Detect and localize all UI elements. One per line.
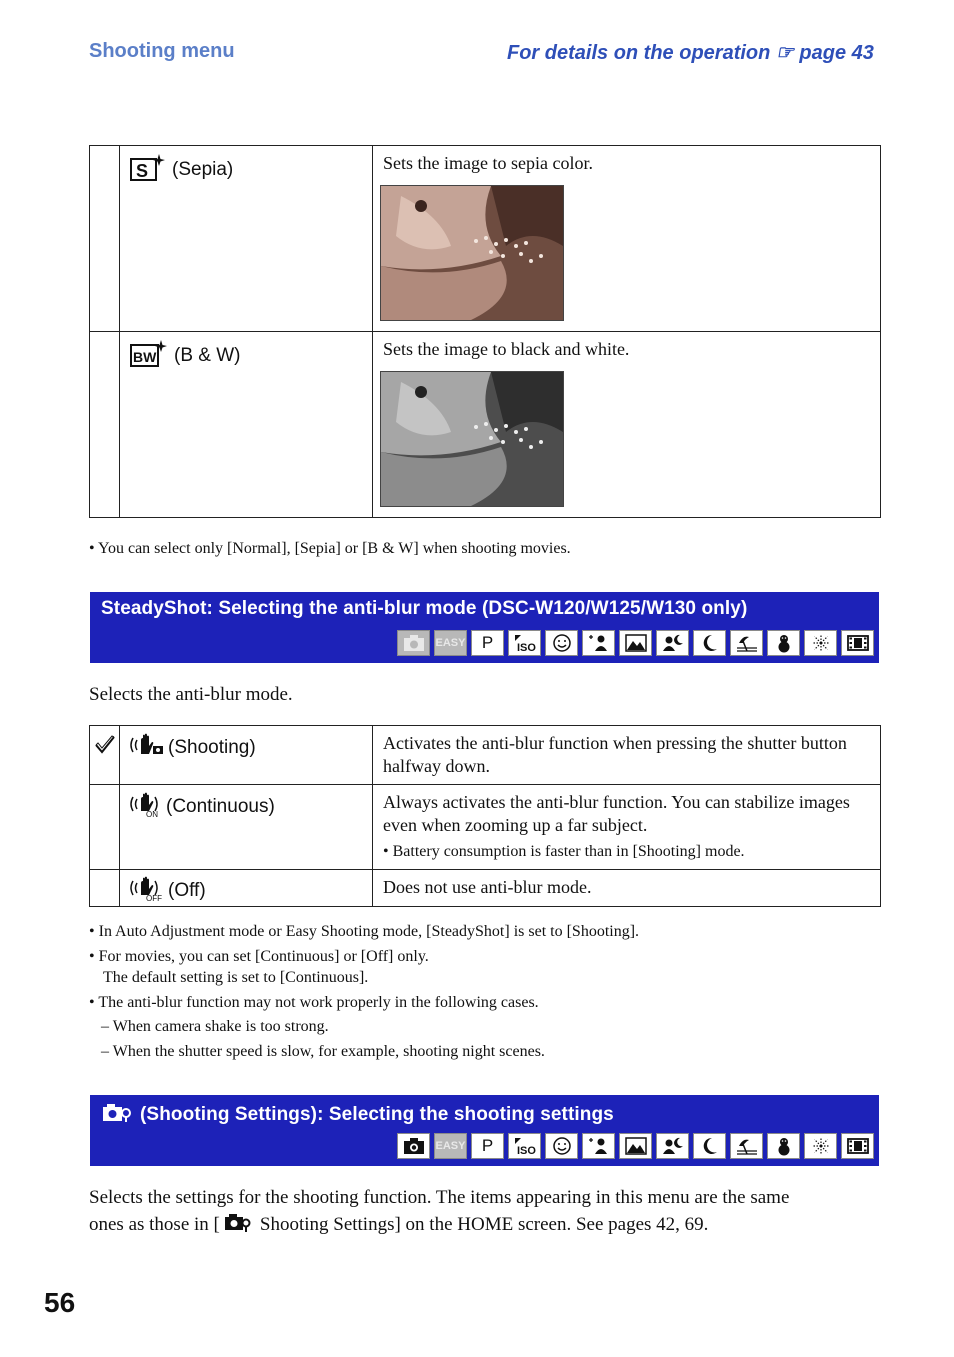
table-row — [90, 726, 881, 785]
option-description: Always activates the anti-blur function. You can stabilize images even when zooming up a far subject. — [383, 792, 850, 835]
steadyshot-note-continuation: The default setting is set to [Continuous]. — [103, 969, 369, 986]
bullet-icon: • — [89, 540, 95, 557]
option-label: (Continuous) — [166, 795, 275, 817]
page-number: 56 — [44, 1287, 76, 1318]
beach-icon — [730, 1133, 763, 1159]
soft-snap-icon — [582, 1133, 615, 1159]
option-cell — [120, 332, 373, 518]
twilight-icon — [693, 1133, 726, 1159]
steadyshot-case: – When the shutter speed is slow, for example, shooting night scenes. — [101, 1043, 545, 1060]
option-label: (Off) — [168, 879, 206, 901]
smile-icon — [545, 1133, 578, 1159]
details-prefix: For details on the operation — [507, 42, 771, 64]
option-description: Does not use anti-blur mode. — [383, 877, 592, 897]
twilight-portrait-icon — [656, 630, 689, 656]
snow-icon — [767, 1133, 800, 1159]
effects-note: • You can select only [Normal], [Sepia] or [B & W] when shooting movies. — [89, 540, 571, 557]
bullet-icon: • — [89, 923, 95, 940]
mode-icon-row — [397, 630, 874, 656]
effects-table — [89, 145, 881, 518]
section-header: Shooting menu — [89, 40, 235, 62]
details-page-link[interactable]: page 43 — [799, 42, 874, 64]
svg-text:OFF: OFF — [146, 894, 162, 901]
svg-text:S: S — [136, 161, 149, 181]
dash-icon: – — [101, 1018, 109, 1035]
beach-icon — [730, 630, 763, 656]
fireworks-icon — [804, 1133, 837, 1159]
auto-camera-icon — [397, 1133, 430, 1159]
table-row — [90, 332, 881, 518]
landscape-icon — [619, 1133, 652, 1159]
steadyshot-off-icon — [128, 875, 164, 906]
shooting-settings-title: (Shooting Settings): Selecting the shooting settings — [140, 1104, 614, 1125]
shooting-settings-banner — [90, 1095, 879, 1166]
default-cell — [90, 785, 120, 870]
high-sensitivity-icon — [508, 630, 541, 656]
table-row — [90, 146, 881, 332]
table-row — [90, 870, 881, 907]
option-description: Activates the anti-blur function when pressing the shutter button halfway down. — [383, 733, 847, 776]
snow-icon — [767, 630, 800, 656]
camera-settings-icon — [102, 1101, 132, 1129]
bw-sample-image — [380, 371, 564, 507]
steadyshot-banner — [90, 592, 879, 663]
steadyshot-intro: Selects the anti-blur mode. — [89, 684, 293, 705]
sepia-sample-image — [380, 185, 564, 321]
description-cell — [373, 146, 881, 332]
auto-camera-icon — [397, 630, 430, 656]
steadyshot-case: – When camera shake is too strong. — [101, 1018, 329, 1035]
easy-icon: EASY — [434, 1133, 467, 1159]
option-description: Sets the image to black and white. — [383, 339, 630, 359]
default-cell — [90, 146, 120, 332]
mode-icon-row — [397, 1133, 874, 1159]
high-sensitivity-icon — [508, 1133, 541, 1159]
steadyshot-title: SteadyShot: Selecting the anti-blur mode (DSC-W120/W125/W130 only) — [101, 598, 748, 619]
option-note: • Battery consumption is faster than in [Shooting] mode. — [383, 843, 745, 860]
option-label: (B & W) — [174, 344, 241, 366]
shooting-settings-body-line2: ones as those in [ Shooting Settings] on the HOME screen. See pages 42, 69. — [89, 1211, 708, 1239]
movie-icon — [841, 1133, 874, 1159]
option-cell — [120, 146, 373, 332]
program-icon: P — [471, 1133, 504, 1159]
steadyshot-note: • The anti-blur function may not work properly in the following cases. — [89, 994, 539, 1011]
svg-text:ISO: ISO — [516, 1145, 536, 1156]
default-cell — [90, 332, 120, 518]
landscape-icon — [619, 630, 652, 656]
default-check-icon — [90, 726, 119, 760]
description-cell — [373, 332, 881, 518]
steadyshot-note: • For movies, you can set [Continuous] or [Off] only. — [89, 948, 429, 965]
steadyshot-shooting-icon — [128, 732, 164, 763]
option-description: Sets the image to sepia color. — [383, 153, 593, 173]
shooting-settings-body-line1: Selects the settings for the shooting function. The items appearing in this menu are the same — [89, 1187, 790, 1208]
steadyshot-table — [89, 725, 881, 907]
camera-settings-icon — [224, 1211, 252, 1239]
option-label: (Sepia) — [172, 158, 234, 180]
bullet-icon: • — [89, 994, 95, 1011]
program-icon: P — [471, 630, 504, 656]
twilight-icon — [693, 630, 726, 656]
shooting-settings-title-wrap — [102, 1101, 614, 1129]
description-cell — [373, 726, 881, 785]
bw-icon — [130, 339, 168, 372]
smile-icon — [545, 630, 578, 656]
soft-snap-icon — [582, 630, 615, 656]
movie-icon — [841, 630, 874, 656]
svg-text:ISO: ISO — [516, 642, 536, 653]
description-cell — [373, 785, 881, 870]
hand-pointer-icon: ☞ — [775, 42, 794, 64]
bullet-icon: • — [89, 948, 95, 965]
details-reference — [507, 40, 874, 65]
description-cell — [373, 870, 881, 907]
dash-icon: – — [101, 1043, 109, 1060]
option-cell — [120, 785, 373, 870]
sepia-icon — [130, 153, 166, 186]
svg-text:BW: BW — [133, 349, 157, 365]
easy-icon: EASY — [434, 630, 467, 656]
svg-text:ON: ON — [146, 810, 158, 817]
default-cell — [90, 870, 120, 907]
option-cell — [120, 870, 373, 907]
default-cell — [90, 726, 120, 785]
twilight-portrait-icon — [656, 1133, 689, 1159]
bullet-icon: • — [383, 843, 389, 860]
fireworks-icon — [804, 630, 837, 656]
option-label: (Shooting) — [168, 736, 256, 758]
steadyshot-continuous-icon — [128, 791, 162, 822]
option-cell — [120, 726, 373, 785]
steadyshot-note: • In Auto Adjustment mode or Easy Shooting mode, [SteadyShot] is set to [Shooting]. — [89, 923, 640, 940]
table-row — [90, 785, 881, 870]
